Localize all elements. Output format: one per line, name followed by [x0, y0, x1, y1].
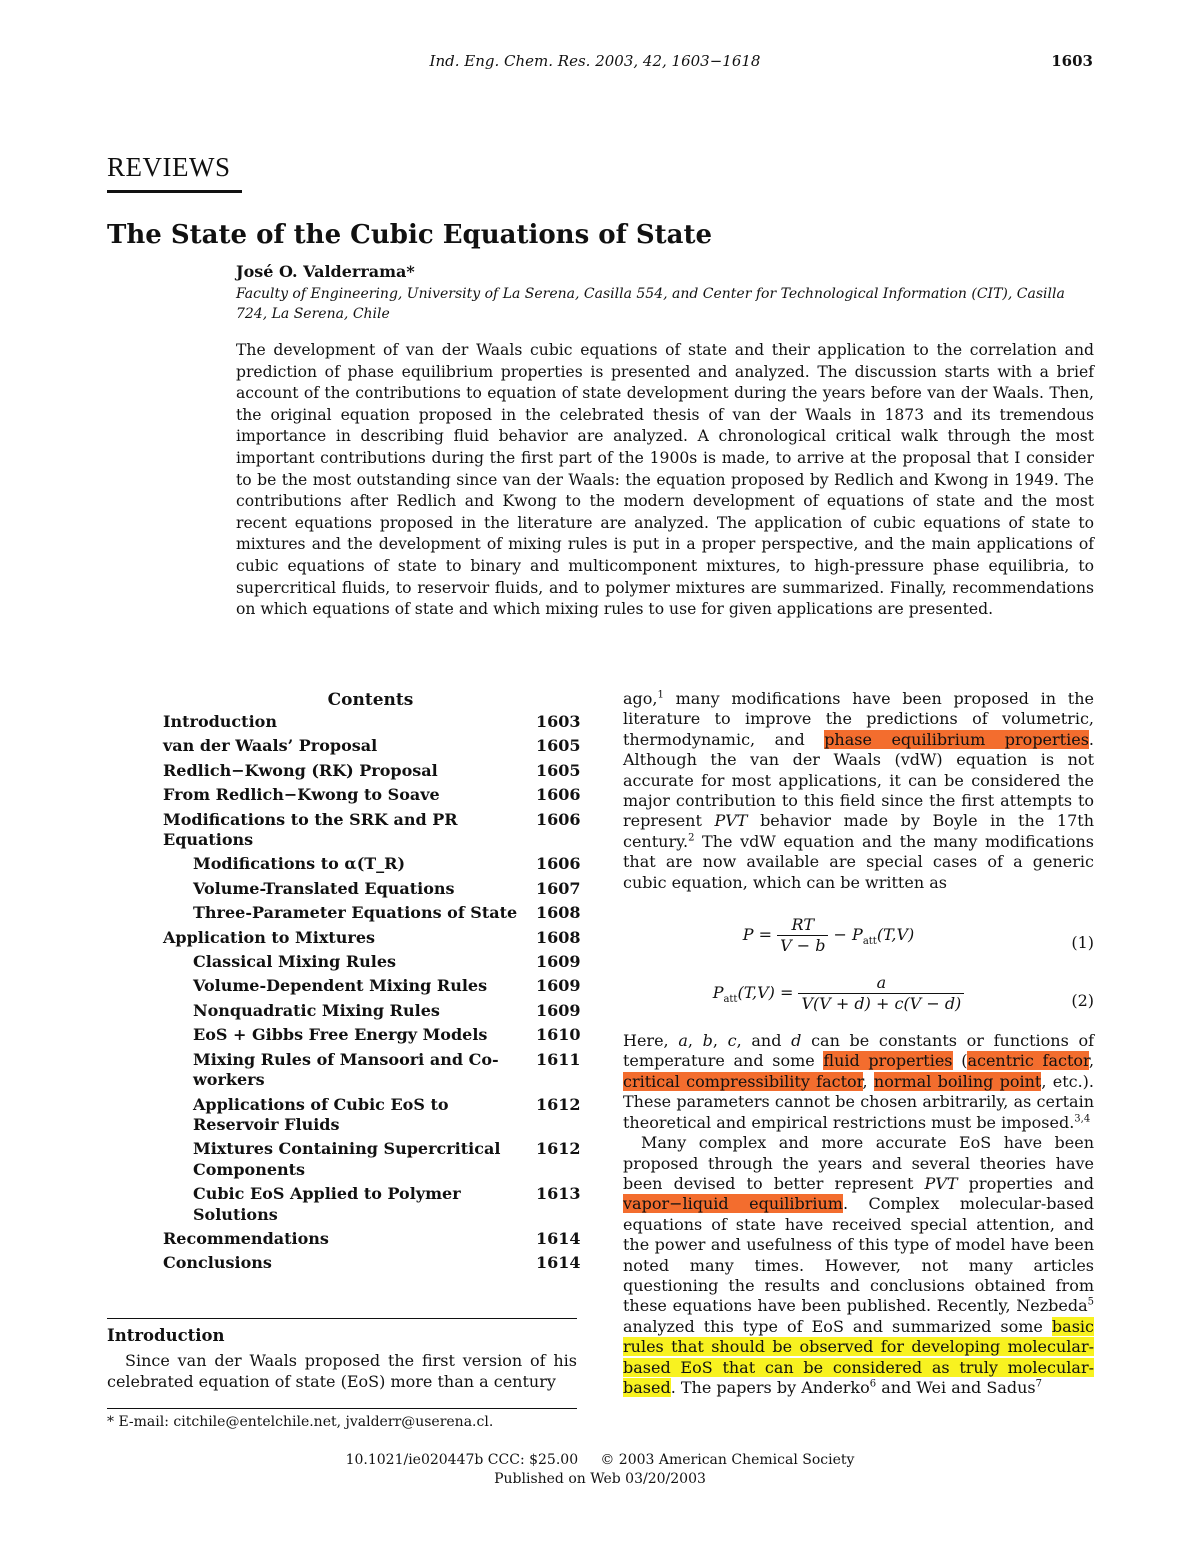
- toc-entry-page: 1610: [536, 1025, 581, 1045]
- toc-entry: [163, 903, 581, 923]
- citation-ref: 6: [869, 1378, 877, 1390]
- toc-entry-label: Application to Mixtures: [163, 927, 375, 947]
- toc-entry: [163, 927, 581, 948]
- toc-entry-page: 1614: [536, 1253, 581, 1273]
- toc-entry-label: From Redlich−Kwong to Soave: [163, 785, 440, 805]
- highlight-critical-compressibility: critical compressibility factor: [623, 1071, 863, 1091]
- toc-entry-page: 1612: [536, 1139, 581, 1159]
- section-label: REVIEWS: [107, 152, 231, 182]
- toc-entry-page: 1608: [536, 927, 581, 947]
- toc-entry-label: Modifications to α(T_R): [193, 854, 406, 874]
- contents-rule: [107, 1318, 577, 1319]
- toc-entry: [163, 1139, 581, 1180]
- toc-entry-label: EoS + Gibbs Free Energy Models: [193, 1025, 488, 1045]
- toc-entry: [163, 1049, 581, 1091]
- toc-entry-page: 1605: [536, 760, 581, 780]
- section-rule: [107, 190, 242, 193]
- toc-entry: [163, 952, 581, 972]
- toc-entry-label: Redlich−Kwong (RK) Proposal: [163, 760, 438, 780]
- toc-entry-page: 1606: [536, 809, 581, 829]
- toc-entry-label: Mixing Rules of Mansoori and Co-workers: [193, 1049, 499, 1090]
- doi-copyright: 10.1021/ie020447b CCC: $25.00 © 2003 American Chemical Society: [345, 1452, 855, 1468]
- citation-ref: 2: [688, 832, 695, 844]
- toc-entry-page: 1603: [536, 712, 581, 731]
- toc-entry-page: 1614: [536, 1228, 581, 1248]
- table-of-contents: [163, 690, 581, 1278]
- toc-entry: [163, 760, 581, 781]
- toc-entry-page: 1609: [536, 976, 581, 996]
- toc-entry-label: Volume-Dependent Mixing Rules: [193, 976, 488, 996]
- highlight-vapor-liquid: vapor−liquid equilibrium: [623, 1194, 843, 1214]
- toc-entry-page: 1611: [536, 1049, 581, 1069]
- toc-entry-label: Conclusions: [163, 1253, 272, 1273]
- toc-entry-label: Recommendations: [163, 1228, 329, 1248]
- toc-list: [163, 712, 581, 1274]
- toc-entry-label: Mixtures Containing Supercritical Components: [193, 1139, 501, 1179]
- citation-ref: 7: [1035, 1378, 1043, 1390]
- paragraph-2: Here, a, b, c, and d can be constants or functions of temperature and some fluid properties (acentric factor, critical compressibility factor, normal boiling point, etc.). These parameters cannot be chosen arbitrarily, as certain theoretical and empirical restrictions must be imposed.$^{3,4}$: [623, 1031, 1095, 1132]
- highlight-basic-rules: basic rules that should be observed for developing molecular-based EoS that can be considered as truly molecular-based: [623, 1316, 1094, 1397]
- introduction-heading: Introduction: [107, 1326, 225, 1345]
- toc-entry-page: 1605: [536, 736, 581, 756]
- equation-2: $P_{att}(T,V)$ = $\frac{a}{V(V + d) + c(V - d)}$ (2): [712, 973, 1094, 1014]
- right-column-text: [623, 689, 1094, 1398]
- contents-heading: Contents: [327, 690, 414, 710]
- toc-entry-page: 1606: [536, 854, 581, 874]
- toc-entry-label: Cubic EoS Applied to Polymer Solutions: [193, 1184, 461, 1224]
- highlight-fluid-properties: fluid properties: [823, 1051, 953, 1071]
- toc-entry-page: 1606: [536, 785, 581, 805]
- toc-entry-label: Three-Parameter Equations of State: [193, 903, 518, 923]
- abstract: The development of van der Waals cubic equations of state and their application to the correlation and prediction of phase equilibrium properties is presented and analyzed. The discussion starts with a brief account of the contributions to equation of state development during the years before van der Waals. Then, the original equation proposed in the celebrated thesis of van der Waals in 1873 and its tremendous importance in describing fluid behavior are analyzed. A chronological critical walk through the most important contributions during the first part of the 1900s is made, to arrive at the proposal that I consider to be the most outstanding since van der Waals: the equation proposed by Redlich and Kwong in 1949. The contributions after Redlich and Kwong to the modern development of equations of state and the most recent equations proposed in the literature are analyzed. The application of cubic equations of state to mixtures and the development of mixing rules is put in a proper perspective, and the main applications of cubic equations of state to binary and multicomponent mixtures, to high-pressure phase equilibria, to supercritical fluids, to reservoir fluids, and to polymer mixtures are summarized. Finally, recommendations on which equations of state and which mixing rules to use for given applications are presented.: [236, 341, 1094, 619]
- toc-entry-label: Introduction: [163, 712, 277, 731]
- page-number: 1603: [1051, 52, 1093, 70]
- citation-ref: 1: [657, 689, 664, 701]
- toc-entry-page: 1609: [536, 1000, 581, 1020]
- toc-entry: [163, 712, 581, 732]
- toc-entry-page: 1607: [536, 878, 581, 898]
- toc-entry: [163, 878, 581, 899]
- highlight-normal-boiling-point: normal boiling point: [873, 1071, 1042, 1091]
- journal-citation: Ind. Eng. Chem. Res. 2003, 42, 1603−1618: [429, 52, 761, 70]
- toc-entry-label: Volume-Translated Equations: [193, 878, 455, 898]
- toc-entry-page: 1609: [536, 952, 581, 972]
- toc-entry: [163, 1025, 581, 1045]
- toc-entry-label: Applications of Cubic EoS to Reservoir Fluids: [193, 1094, 449, 1134]
- toc-entry-label: van der Waals’ Proposal: [163, 736, 378, 756]
- citation-ref: 3,4: [1074, 1113, 1091, 1125]
- introduction-text: Since van der Waals proposed the first version of his celebrated equation of state (EoS) more than a century: [107, 1351, 577, 1391]
- equation-number: (2): [1071, 991, 1094, 1011]
- footnote-rule: [107, 1408, 577, 1409]
- equation-1: P = $\frac{RT}{V - b}$ − $P_{att}(T,V)$ (1): [742, 915, 1094, 956]
- toc-entry-label: Modifications to the SRK and PR Equations: [163, 809, 458, 850]
- toc-entry: [163, 1253, 581, 1273]
- toc-entry: [163, 1094, 581, 1136]
- citation-ref: 5: [1087, 1297, 1094, 1309]
- article-title: The State of the Cubic Equations of State: [107, 220, 713, 250]
- toc-entry: [163, 854, 581, 874]
- toc-entry-page: 1608: [536, 903, 581, 923]
- toc-entry: [163, 976, 581, 996]
- toc-entry-page: 1613: [536, 1184, 581, 1204]
- toc-entry-label: Classical Mixing Rules: [193, 952, 397, 972]
- author-affiliation: Faculty of Engineering, University of La Serena, Casilla 554, and Center for Technological Information (CIT), Casilla 724, La Serena, Chile: [236, 286, 1065, 322]
- equation-number: (1): [1071, 933, 1094, 953]
- author-name: José O. Valderrama*: [236, 262, 415, 281]
- toc-entry-label: Nonquadratic Mixing Rules: [193, 1000, 440, 1020]
- paragraph-1: ago,$^1$ many modifications have been proposed in the literature to improve the predictions of volumetric, thermodynamic, and phase equilibrium properties. Although the van der Waals (vdW) equation is not accurate for most applications, it can be considered the major contribution to this field since the first attempts to represent PVT behavior made by Boyle in the 17th century.$^2$ The vdW equation and the many modifications that are now available are special cases of a generic cubic equation, which can be written as: [623, 689, 1095, 892]
- highlight-phase-equilibrium: phase equilibrium properties: [824, 729, 1089, 749]
- paragraph-3: Many complex and more accurate EoS have been proposed through the years and several theories have been devised to better represent PVT properties and vapor−liquid equilibrium. Complex molecular-based equations of state have received special attention, and the power and usefulness of this type of model have been noted many times. However, not many articles questioning the results and conclusions obtained from these equations have been published. Recently, Nezbeda$^5$ analyzed this type of EoS and summarized some basic rules that should be observed for developing molecular-based EoS that can be considered as truly molecular-based. The papers by Anderko$^6$ and Wei and Sadus$^7$: [623, 1133, 1094, 1397]
- toc-entry: [163, 1000, 581, 1021]
- toc-entry: [163, 736, 581, 756]
- highlight-acentric-factor: acentric factor: [967, 1051, 1089, 1071]
- toc-entry: [163, 785, 581, 805]
- publication-date: Published on Web 03/20/2003: [494, 1471, 706, 1487]
- footnote: * E-mail: citchile@entelchile.net, jvalderr@userena.cl.: [107, 1414, 494, 1430]
- toc-entry: [163, 1184, 581, 1225]
- toc-entry-page: 1612: [536, 1094, 581, 1114]
- toc-entry: [163, 1228, 581, 1249]
- toc-entry: [163, 809, 581, 851]
